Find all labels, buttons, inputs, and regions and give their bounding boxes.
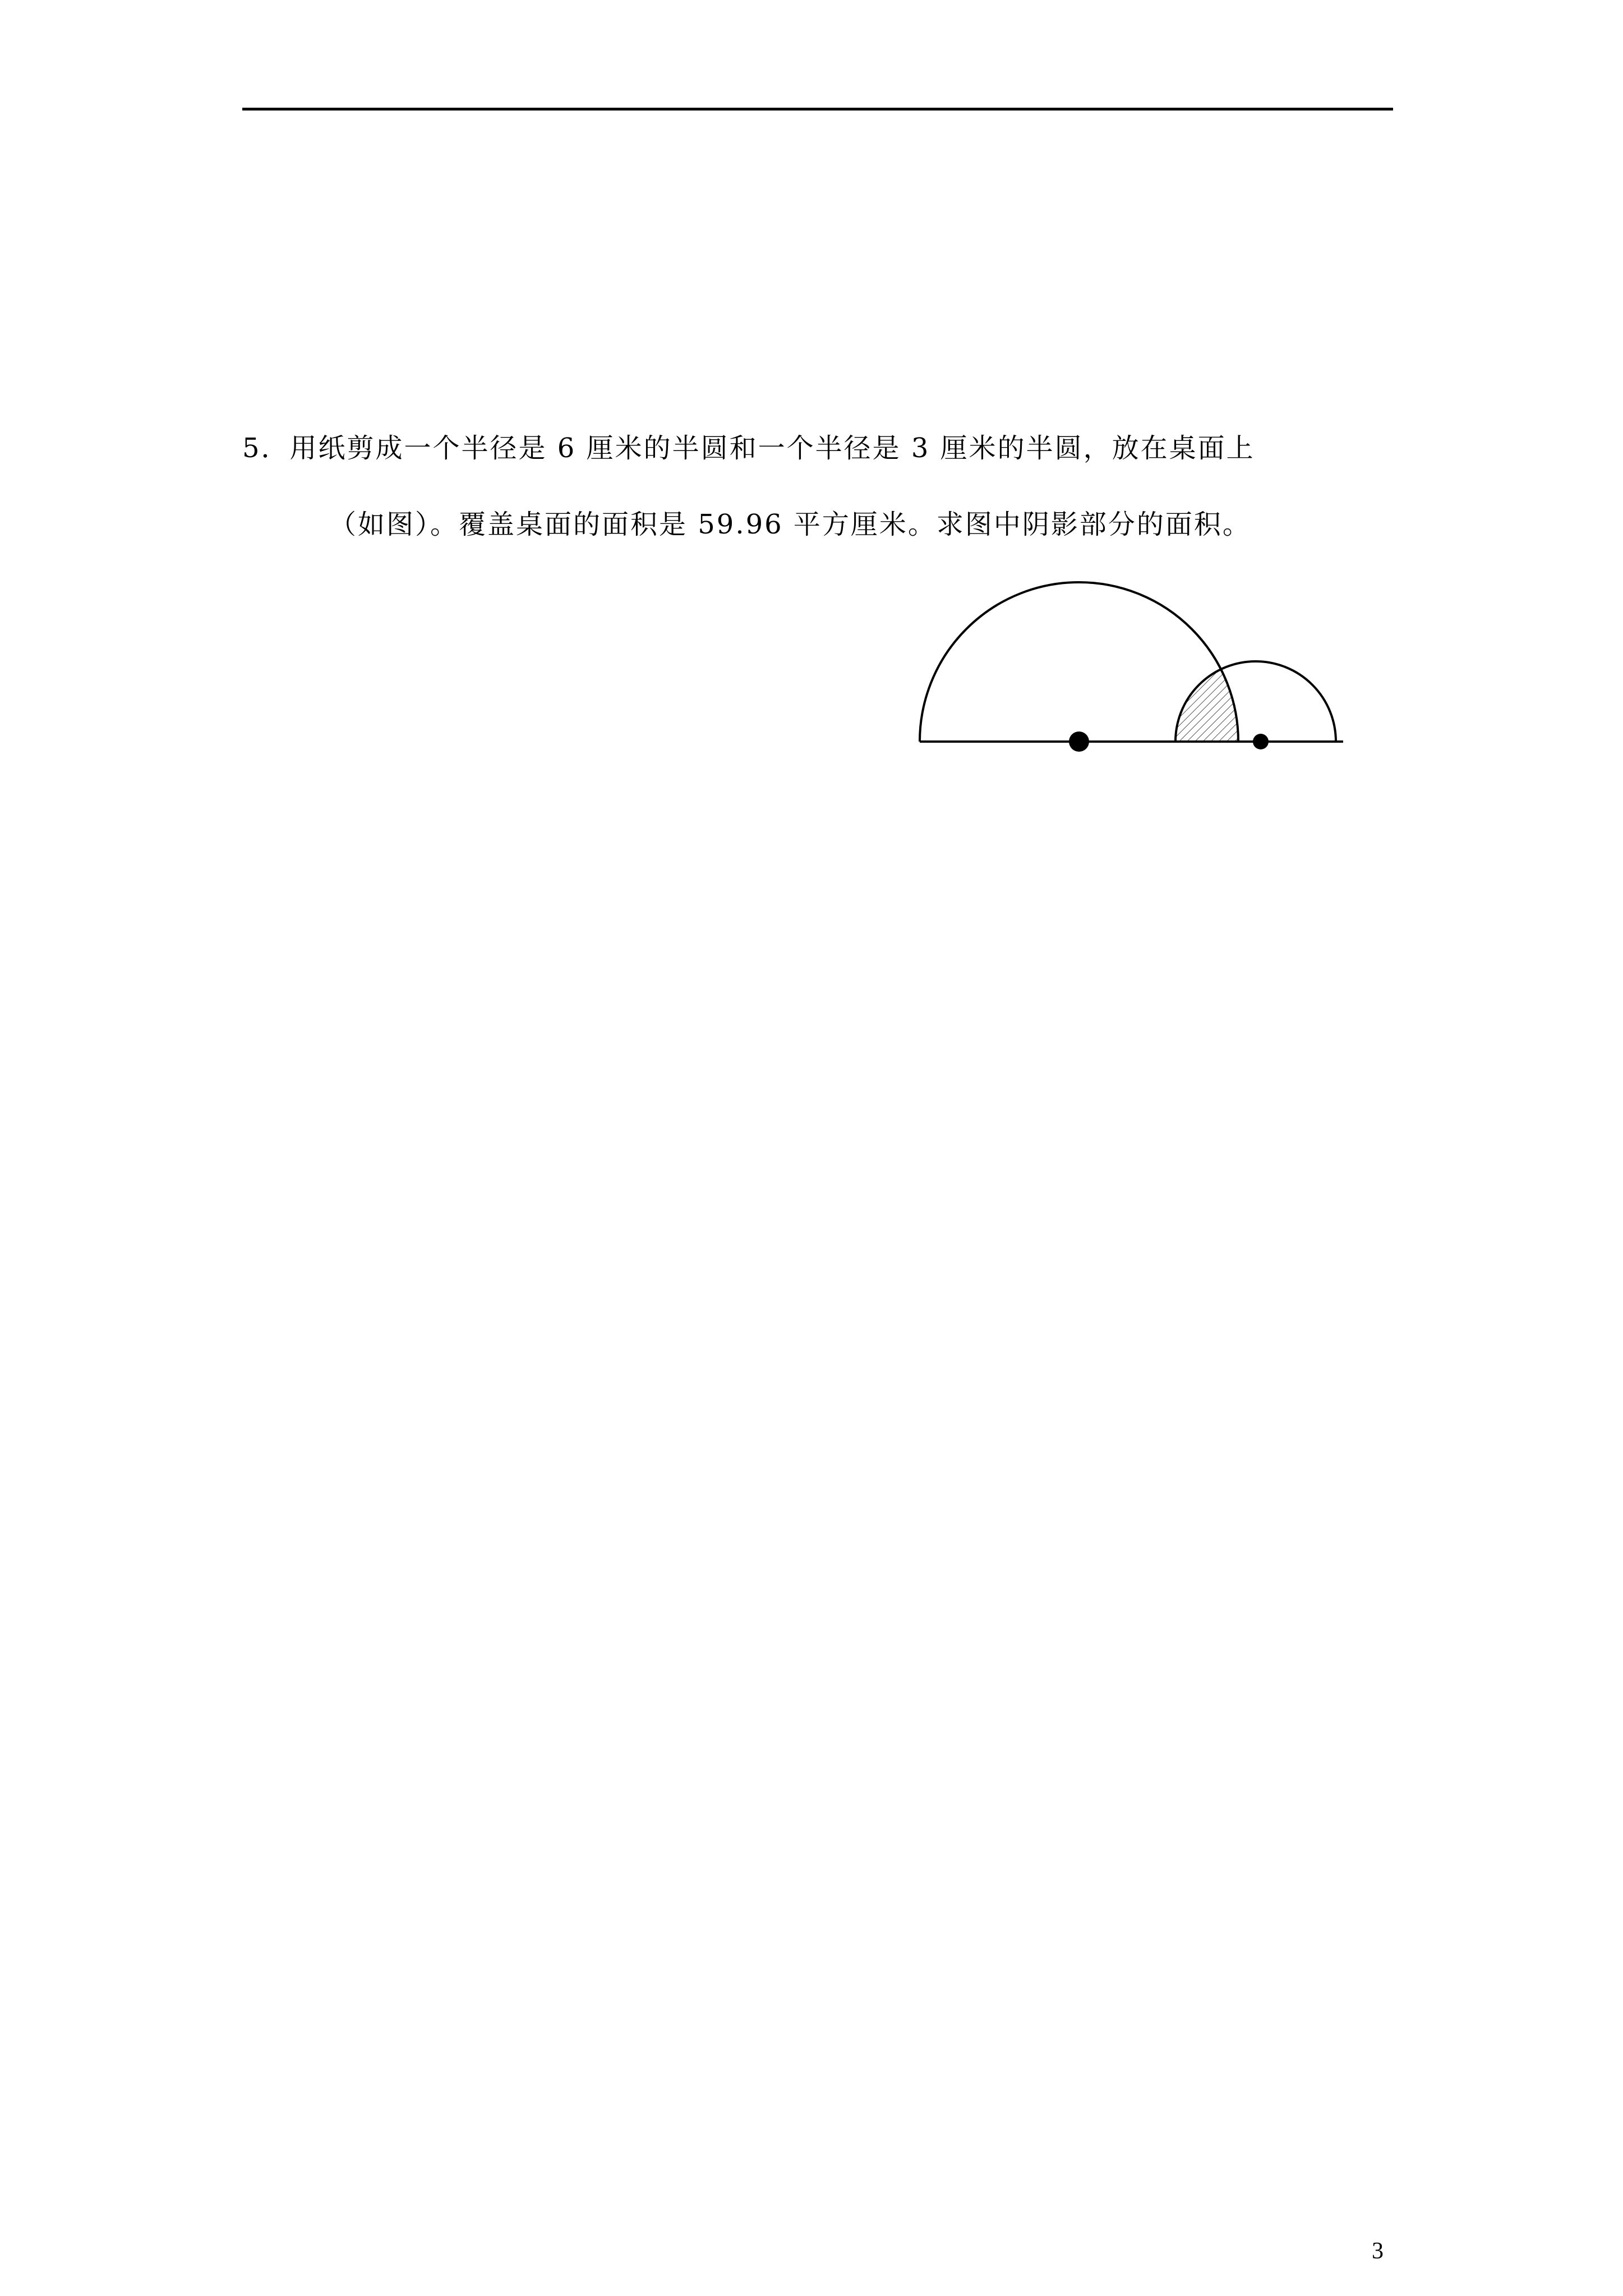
question-5 <box>242 432 1392 540</box>
semicircles-figure <box>914 578 1349 760</box>
page-number: 3 <box>1372 2238 1384 2264</box>
question-text-line-1: 5．用纸剪成一个半径是 6 厘米的半圆和一个半径是 3 厘米的半圆，放在桌面上 <box>242 432 1255 464</box>
header-rule <box>242 108 1393 111</box>
question-text-line-2: （如图）。覆盖桌面的面积是 59.96 平方厘米。求图中阴影部分的面积。 <box>329 509 1251 540</box>
small-center-dot <box>1253 734 1269 749</box>
large-center-dot <box>1069 731 1089 752</box>
shaded-overlap-region <box>1175 661 1336 742</box>
